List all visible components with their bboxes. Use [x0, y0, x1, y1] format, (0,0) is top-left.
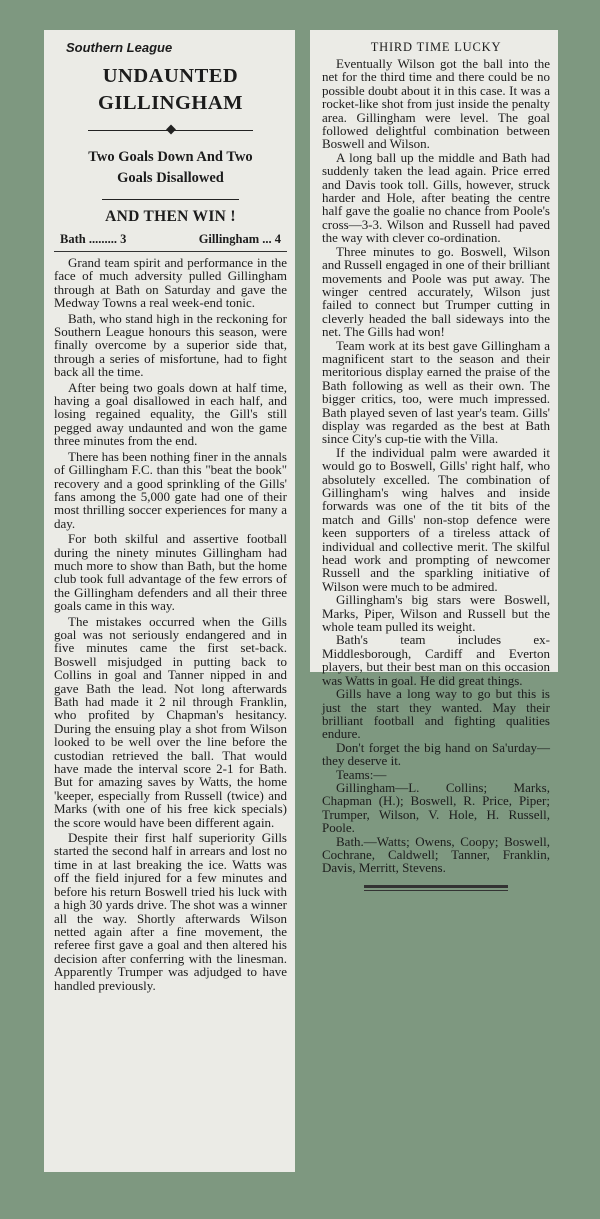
score-away: Gillingham ... 4: [198, 232, 281, 246]
score-line: [60, 232, 281, 247]
paragraph: Three minutes to go. Boswell, Wilson and Russell engaged in one of their brilliant movements and Poole was put away. The winger centred accurately, Wilson just failed to connect but Trumper cutting in cleverly headed the ball sideways into the net. The Gills had won!: [322, 243, 550, 340]
headline: [54, 63, 287, 117]
diamond-rule-ornament: [88, 125, 253, 137]
section-heading: THIRD TIME LUCKY: [370, 40, 502, 54]
divider: [102, 199, 239, 200]
subheadline-line-2: Goals Disallowed: [117, 170, 224, 186]
paragraph: There has been nothing finer in the annals of Gillingham F.C. than this "beat the book" recovery and a good sprinkling of the Gills' fans among the 5,000 gate had one of their most thrilling soccer experiences for many a day.: [54, 448, 287, 531]
paragraph: Don't forget the big hand on Sa'urday—they deserve it.: [322, 739, 550, 769]
paragraph: The mistakes occurred when the Gills goal was not seriously endangered and in five minutes came the first set-back. Boswell misjudged in putting back to Collins in goal and Tanner nipped in and gave Bath the lead. Not long afterwards Bath had made it 2 nil through Franklin, who profited by Chapman's hesitancy. During the ensuing play a shot from Wilson looked to be well over the line before the custodian retrieved the ball. That would have made the interval score 2-1 for Bath. But for amazing saves by Watts, the home 'keeper, especially from Russell (twice) and Marks (with one of his free kick specials) the score would have been different again.: [54, 613, 287, 830]
team-lineup-gillingham: Gillingham—L. Collins; Marks, Chapman (H.); Boswell, R. Price, Piper; Trumper, Wilson, V. Hole, H. Russell, Poole.: [322, 779, 550, 836]
section-label: Southern League: [66, 40, 173, 55]
paragraph: For both skilful and assertive football during the ninety minutes Gillingham had much more to show than Bath, but the home club took full advantage of the few errors of the Gillingham defenders and all their three goals came in this way.: [54, 531, 287, 614]
headline-line-1: UNDAUNTED: [102, 65, 239, 87]
secondary-headline: AND THEN WIN !: [105, 208, 236, 225]
article-column-left: [44, 30, 295, 1172]
subheadline: [58, 147, 283, 189]
team-lineup-bath: Bath.—Watts; Owens, Coopy; Boswell, Cochrane, Caldwell; Tanner, Franklin, Davis, Merritt, Stevens.: [322, 833, 550, 876]
divider: [54, 251, 287, 252]
paragraph: A long ball up the middle and Bath had suddenly taken the lead again. Price erred and Davis took toll. Gills, however, struck harder and Hole, after beating the centre half gave the goalie no chance from Poole's cross—3-3. Wilson and Russell had paved the way with clever co-ordination.: [322, 149, 550, 246]
headline-line-2: GILLINGHAM: [97, 92, 244, 114]
subheadline-line-1: Two Goals Down And Two: [88, 149, 253, 165]
paragraph: Gills have a long way to go but this is just the start they wanted. May their brilliant football and fighting qualities endure.: [322, 686, 550, 742]
paragraph: Team work at its best gave Gillingham a magnificent start to the season and their meritorious display earned the praise of the Bath following as well as their own. The bigger critics, too, were much impressed. Bath played seven of last year's team. Gills' display was regarded as the best at Bath since City's cup-tie with the Villa.: [322, 337, 550, 447]
paragraph: Gillingham's big stars were Boswell, Marks, Piper, Wilson and Russell but the whole team pulled its weight.: [322, 592, 550, 635]
article-column-right: [310, 30, 558, 876]
paragraph: Bath's team includes ex-Middlesborough, Cardiff and Everton players, but their best man on this occasion was Watts in goal. He did great things.: [322, 632, 550, 688]
paragraph: Eventually Wilson got the ball into the net for the third time and there could be no possible doubt about it in this case. It was a rocket-like shot from just inside the penalty area. Gillingham were level. The goal followed delightful combination between Boswell and Wilson.: [322, 56, 550, 152]
paragraph: Despite their first half superiority Gills started the second half in arrears and lost no time in at last breaking the ice. Watts was off the field injured for a few minutes and before his return Boswell tried his luck with a high 30 yards drive. The shot was a winner all the way. Shortly afterwards Wilson netted again after a fine movement, the referee first gave a goal and then altered his decision after conferring with the linesman. Apparently Trumper was adjudged to have handled previously.: [54, 830, 287, 993]
paragraph: Grand team spirit and performance in the face of much adversity pulled Gillingham through at Bath on Saturday and gave the Medway Towns a real week-end tonic.: [54, 255, 287, 311]
paragraph: Bath, who stand high in the reckoning for Southern League honours this season, were finally overcome by a superior side that, through a series of misfortune, had to fight back all the time.: [54, 310, 287, 380]
paragraph: After being two goals down at half time, having a goal disallowed in each half, and losing regained equality, the Gill's still pegged away undaunted and won the game three minutes from the end.: [54, 379, 287, 449]
score-home: Bath ......... 3: [60, 232, 127, 246]
teams-heading: Teams:—: [336, 766, 387, 782]
paragraph: If the individual palm were awarded it would go to Boswell, Gills' right half, who absolutely excelled. The combination of Gillingham's wing halves and inside forwards was one of the tit bits of the match and Gills' non-stop defence were keen supporters of a tireless attack of individual and collective merit. The skilful head work and prompting of newcomer Russell and the sparkling initiative of Wilson were much to be admired.: [322, 444, 550, 594]
diamond-icon: [166, 125, 176, 135]
end-rule: [364, 885, 508, 891]
